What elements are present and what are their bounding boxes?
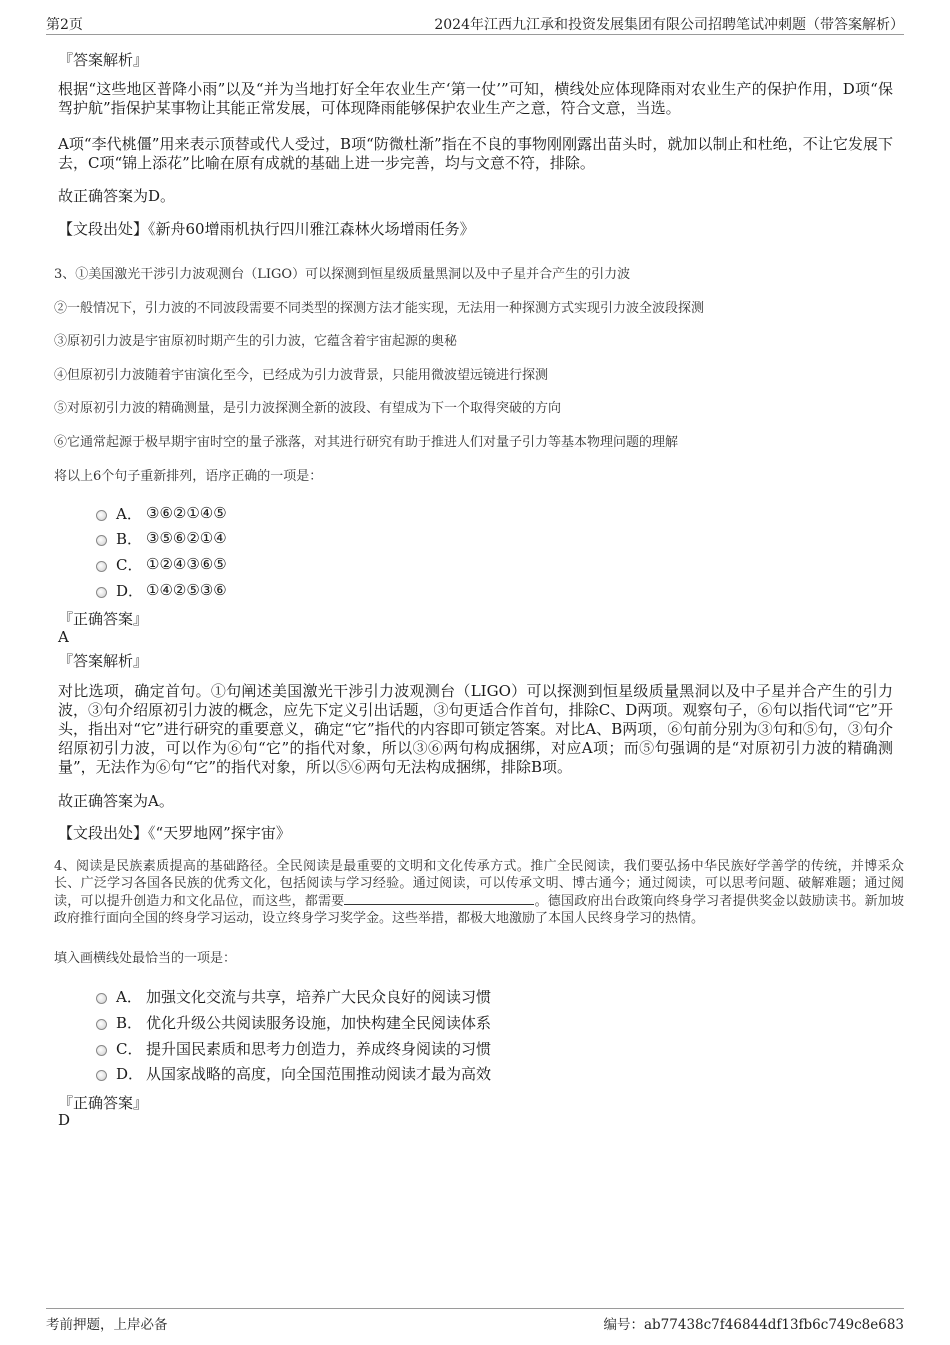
q4-option-a[interactable]: [96, 986, 491, 1006]
q3-option-d[interactable]: [96, 580, 227, 600]
option-letter: D．: [116, 581, 144, 600]
q4-correct-answer: D: [58, 1111, 71, 1129]
radio-icon[interactable]: [96, 993, 107, 1004]
option-letter: C．: [116, 1039, 143, 1058]
q4-option-c[interactable]: [96, 1038, 491, 1058]
option-text: 从国家战略的高度，向全国范围推动阅读才最为高效: [146, 1064, 492, 1083]
q3-prompt: 将以上6个句子重新排列，语序正确的一项是：: [54, 469, 323, 484]
q4-option-d[interactable]: [96, 1063, 491, 1083]
option-text: ①②④③⑥⑤: [146, 555, 227, 573]
footer-code-label: 编号：: [603, 1317, 644, 1333]
q3-option-b[interactable]: [96, 528, 227, 548]
q3-analysis-label: 『答案解析』: [58, 652, 149, 670]
q3-source: 【文段出处】《“天罗地网”探宇宙》: [58, 824, 291, 842]
q2-conclusion: 故正确答案为D。: [58, 187, 176, 205]
q3-conclusion: 故正确答案为A。: [58, 792, 174, 810]
option-text: 加强文化交流与共享，培养广大民众良好的阅读习惯: [146, 987, 492, 1006]
q4-passage: [54, 858, 904, 927]
q4-option-b[interactable]: [96, 1012, 491, 1032]
q3-correct-label: 『正确答案』: [58, 610, 149, 628]
option-letter: B．: [116, 529, 143, 548]
q4-passage-before: 4、阅读是民族素质提高的基础路径。全民阅读是最重要的文明和文化传承方式。推广全民阅读，我们要弘扬中华民族好学善学的传统，并博采众长、广泛学习各国各民族的优秀文化，包括阅读与学习经验。通过阅读，可以传承文明、博古通今；通过阅读，可以思考问题、破解难题；通过阅读，可以提升创造力和文化品位，而这些，都需要: [54, 859, 904, 909]
radio-icon[interactable]: [96, 1070, 107, 1081]
q2-analysis-paragraph-2: A项“李代桃僵”用来表示顶替或代人受过，B项“防微杜渐”指在不良的事物刚刚露出苗头时，就加以制止和杜绝，不让它发展下去，C项“锦上添花”比喻在原有成就的基础上进一步完善，均与文意不符，排除。: [58, 135, 893, 172]
option-text: ③⑥②①④⑤: [146, 504, 227, 522]
q4-passage-after: 。德国政府出台政策向终身学习者提供奖金以鼓励读书。新加坡政府推行面向全国的终身学习运动，设立终身学习奖学金。这些举措，都极大地激励了本国人民终身学习的热情。: [54, 894, 904, 926]
q2-source: 【文段出处】《新舟60增雨机执行四川雅江森林火场增雨任务》: [58, 220, 475, 238]
q4-prompt: 填入画横线处最恰当的一项是：: [54, 951, 237, 966]
option-text: ③⑤⑥②①④: [146, 529, 227, 547]
option-letter: D．: [116, 1064, 144, 1083]
q3-option-a[interactable]: [96, 503, 227, 523]
option-letter: A．: [116, 504, 142, 523]
footer-slogan: 考前押题，上岸必备: [46, 1317, 168, 1333]
radio-icon[interactable]: [96, 587, 107, 598]
footer-divider: [46, 1308, 904, 1309]
q3-sentence-3: ③原初引力波是宇宙原初时期产生的引力波，它蕴含着宇宙起源的奥秘: [54, 334, 458, 349]
q3-analysis: 对比选项，确定首句。①句阐述美国激光干涉引力波观测台（LIGO）可以探测到恒星级质量黑洞以及中子星并合产生的引力波，③句介绍原初引力波的概念，应先下定义引出话题，③句更适合作首句，排除C、D两项。观察句子，⑥句以指代词“它”开头，指出对“它”进行研究的重要意义，确定“它”指代的内容即可锁定答案。对比A、B两项，⑥句前分别为③句和⑤句，③句介绍原初引力波，可以作为⑥句“它”的指代对象，所以③⑥两句构成捆绑，对应A项；而⑤句强调的是“对原初引力波的精确测量”，无法作为⑥句“它”的指代对象，所以⑤⑥两句无法构成捆绑，排除B项。: [58, 682, 893, 776]
radio-icon[interactable]: [96, 510, 107, 521]
q3-sentence-1: 3、①美国激光干涉引力波观测台（LIGO）可以探测到恒星级质量黑洞以及中子星并合产生的引力波: [54, 267, 631, 282]
q3-option-c[interactable]: [96, 554, 227, 574]
option-letter: A．: [116, 987, 142, 1006]
option-text: 优化升级公共阅读服务设施，加快构建全民阅读体系: [146, 1013, 492, 1032]
q3-sentence-4: ④但原初引力波随着宇宙演化至今，已经成为引力波背景，只能用微波望远镜进行探测: [54, 368, 549, 383]
option-text: 提升国民素质和思考力创造力，养成终身阅读的习惯: [146, 1039, 492, 1058]
q3-correct-answer: A: [58, 628, 69, 646]
header-divider: [46, 34, 904, 35]
q2-analysis-paragraph-1: 根据“这些地区普降小雨”以及“并为当地打好全年农业生产‘第一仗’”可知，横线处应体现降雨对农业生产的保护作用，D项“保驾护航”指保护某事物让其能正常发展，可体现降雨能够保护农业生产之意，符合文意，当选。: [58, 80, 893, 117]
option-text: ①④②⑤③⑥: [146, 581, 227, 599]
q3-sentence-6: ⑥它通常起源于极早期宇宙时空的量子涨落，对其进行研究有助于推进人们对量子引力等基本物理问题的理解: [54, 435, 679, 450]
footer-code: [603, 1313, 904, 1333]
document-title: 2024年江西九江承和投资发展集团有限公司招聘笔试冲刺题（带答案解析）: [434, 17, 904, 33]
q4-blank-line: [344, 892, 534, 905]
radio-icon[interactable]: [96, 535, 107, 546]
option-letter: C．: [116, 555, 143, 574]
q3-sentence-2: ②一般情况下，引力波的不同波段需要不同类型的探测方法才能实现，无法用一种探测方式实现引力波全波段探测: [54, 301, 705, 316]
radio-icon[interactable]: [96, 1045, 107, 1056]
radio-icon[interactable]: [96, 561, 107, 572]
footer-code-value: ab77438c7f46844df13fb6c749c8e683: [643, 1317, 904, 1333]
page-number: 第2页: [46, 17, 83, 33]
q4-correct-label: 『正确答案』: [58, 1094, 149, 1112]
q2-analysis-label: 『答案解析』: [58, 51, 149, 69]
radio-icon[interactable]: [96, 1019, 107, 1030]
q3-sentence-5: ⑤对原初引力波的精确测量，是引力波探测全新的波段、有望成为下一个取得突破的方向: [54, 401, 562, 416]
option-letter: B．: [116, 1013, 143, 1032]
